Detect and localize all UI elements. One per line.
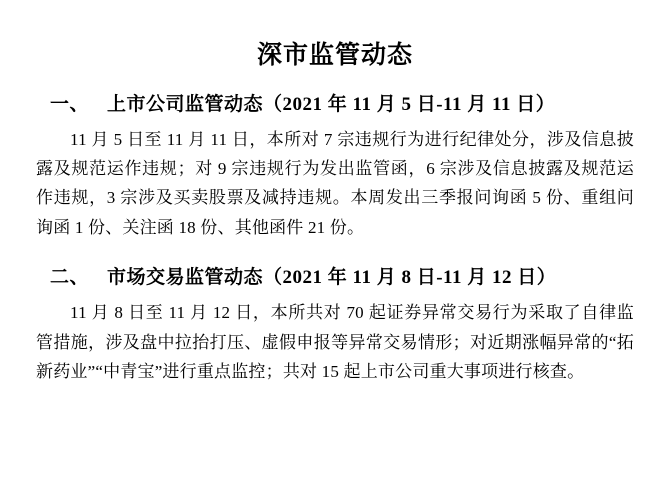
section-number: 二、 — [50, 266, 90, 288]
section-heading — [36, 91, 634, 120]
section-market-trading-supervision — [36, 264, 634, 386]
section-paragraph: 11 月 8 日至 11 月 12 日，本所共对 70 起证券异常交易行为采取了自律监管措施，涉及盘中拉抬打压、虚假申报等异常交易情形；对近期涨幅异常的“拓新药业”“中青宝”进行重点监控；共对 15 起上市公司重大事项进行核查。 — [36, 303, 634, 381]
page-title: 深市监管动态 — [256, 42, 413, 69]
section-listed-company-supervision — [36, 91, 634, 242]
section-paragraph: 11 月 5 日至 11 月 11 日，本所对 7 宗违规行为进行纪律处分，涉及信息披露及规范运作违规；对 9 宗违规行为发出监管函，6 宗涉及信息披露及规范运作违规，3 宗涉及买卖股票及减持违规。本周发出三季报问询函 5 份、重组问询函 1 份、关注函 18 份、其他函件 21 份。 — [36, 130, 634, 237]
section-number: 一、 — [50, 93, 90, 115]
section-heading — [36, 264, 634, 293]
section-title: 市场交易监管动态（2021 年 11 月 8 日-11 月 12 日） — [107, 266, 557, 288]
section-title: 上市公司监管动态（2021 年 11 月 5 日-11 月 11 日） — [107, 93, 556, 115]
document-page — [0, 40, 670, 497]
